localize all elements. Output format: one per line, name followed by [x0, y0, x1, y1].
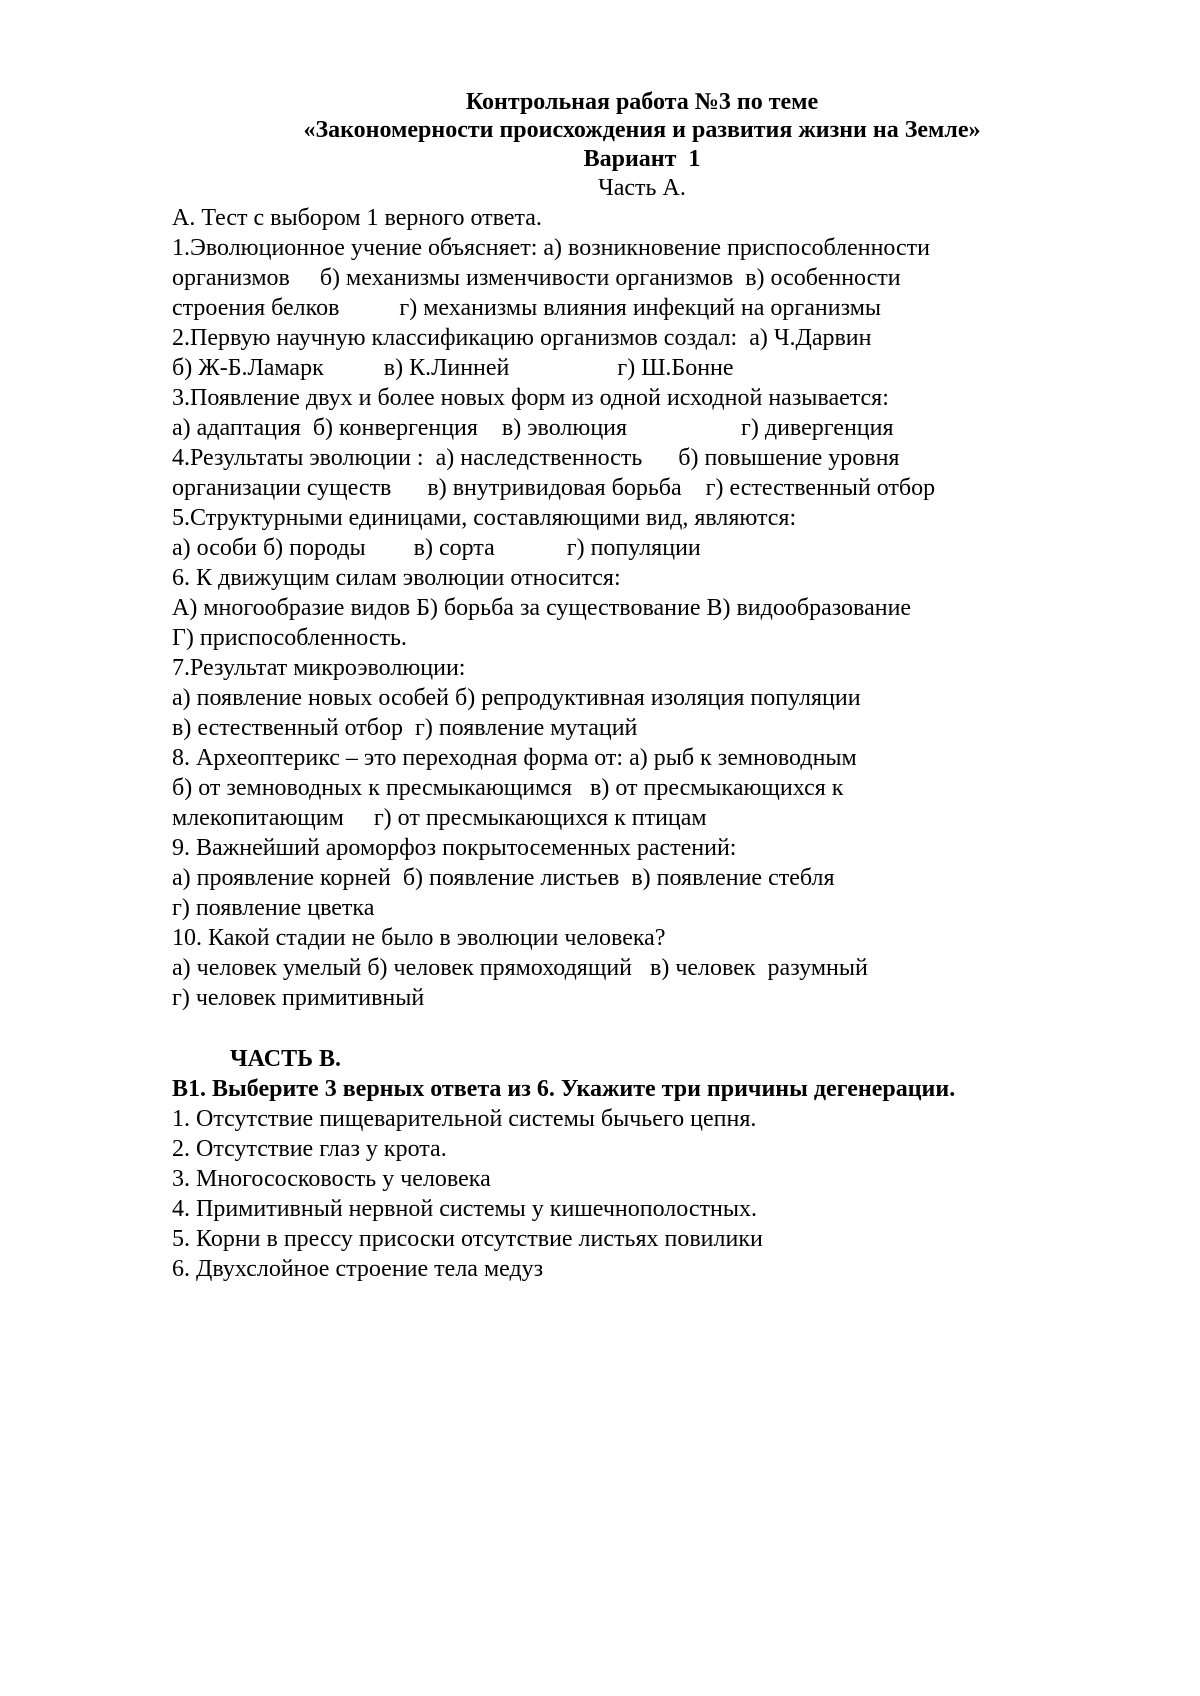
part-a-line: а) особи б) породы в) сорта г) популяции	[172, 535, 701, 561]
document-title: Контрольная работа №3 по теме	[465, 89, 819, 115]
part-a-line: 5.Структурными единицами, составляющими вид, являются:	[172, 505, 797, 531]
part-a-line: в) естественный отбор г) появление мутаций	[172, 715, 638, 741]
part-a-line: б) Ж-Б.Ламарк в) К.Линней г) Ш.Бонне	[172, 355, 734, 381]
part-a-line: 2.Первую научную классификацию организмов создал: а) Ч.Дарвин	[172, 325, 872, 351]
part-a-line: а) появление новых особей б) репродуктивная изоляция популяции	[172, 685, 861, 711]
part-b-item: 4. Примитивный нервной системы у кишечнополостных.	[172, 1196, 757, 1222]
part-a-line: организации существ в) внутривидовая борьба г) естественный отбор	[172, 475, 936, 501]
part-a-line: строения белков г) механизмы влияния инфекций на организмы	[172, 295, 882, 321]
variant-heading: Вариант 1	[583, 146, 701, 172]
part-b-item: 5. Корни в прессу присоски отсутствие листьях повилики	[172, 1226, 763, 1252]
part-a-line: г) появление цветка	[172, 895, 375, 921]
part-a-line: г) человек примитивный	[172, 985, 425, 1011]
part-a-line: 10. Какой стадии не было в эволюции человека?	[172, 925, 666, 951]
part-a-line: 6. К движущим силам эволюции относится:	[172, 565, 621, 591]
part-a-heading: Часть А.	[598, 175, 686, 201]
part-a-line: 7.Результат микроэволюции:	[172, 655, 466, 681]
part-b-item: 1. Отсутствие пищеварительной системы бычьего цепня.	[172, 1106, 757, 1132]
part-a-line: а) человек умелый б) человек прямоходящий в) человек разумный	[172, 955, 868, 981]
part-a-line: 3.Появление двух и более новых форм из одной исходной называется:	[172, 385, 889, 411]
part-a-line: 8. Археоптерикс – это переходная форма от: а) рыб к земноводным	[172, 745, 857, 771]
part-a-line: млекопитающим г) от пресмыкающихся к птицам	[172, 805, 707, 831]
part-a-line: 9. Важнейший ароморфоз покрытосеменных растений:	[172, 835, 737, 861]
part-a-line: б) от земноводных к пресмыкающимся в) от пресмыкающихся к	[172, 775, 844, 801]
part-b-task: В1. Выберите 3 верных ответа из 6. Укажите три причины дегенерации.	[172, 1076, 956, 1102]
part-b-item: 2. Отсутствие глаз у крота.	[172, 1136, 447, 1162]
part-a-line: А) многообразие видов Б) борьба за существование В) видообразование	[172, 595, 912, 621]
part-a-line: Г) приспособленность.	[172, 625, 407, 651]
part-a-line: а) адаптация б) конвергенция в) эволюция г) дивергенция	[172, 415, 894, 441]
part-a-line: а) проявление корней б) появление листьев в) появление стебля	[172, 865, 835, 891]
part-b-item: 3. Многососковость у человека	[172, 1166, 491, 1192]
part-b-heading: ЧАСТЬ В.	[230, 1046, 341, 1072]
part-a-line: 4.Результаты эволюции : а) наследственность б) повышение уровня	[172, 445, 900, 471]
document-subtitle: «Закономерности происхождения и развития жизни на Земле»	[303, 117, 981, 143]
part-a-line: организмов б) механизмы изменчивости организмов в) особенности	[172, 265, 901, 291]
part-a-line: А. Тест с выбором 1 верного ответа.	[172, 205, 542, 231]
part-a-line: 1.Эволюционное учение объясняет: а) возникновение приспособленности	[172, 235, 931, 261]
part-b-item: 6. Двухслойное строение тела медуз	[172, 1256, 544, 1282]
